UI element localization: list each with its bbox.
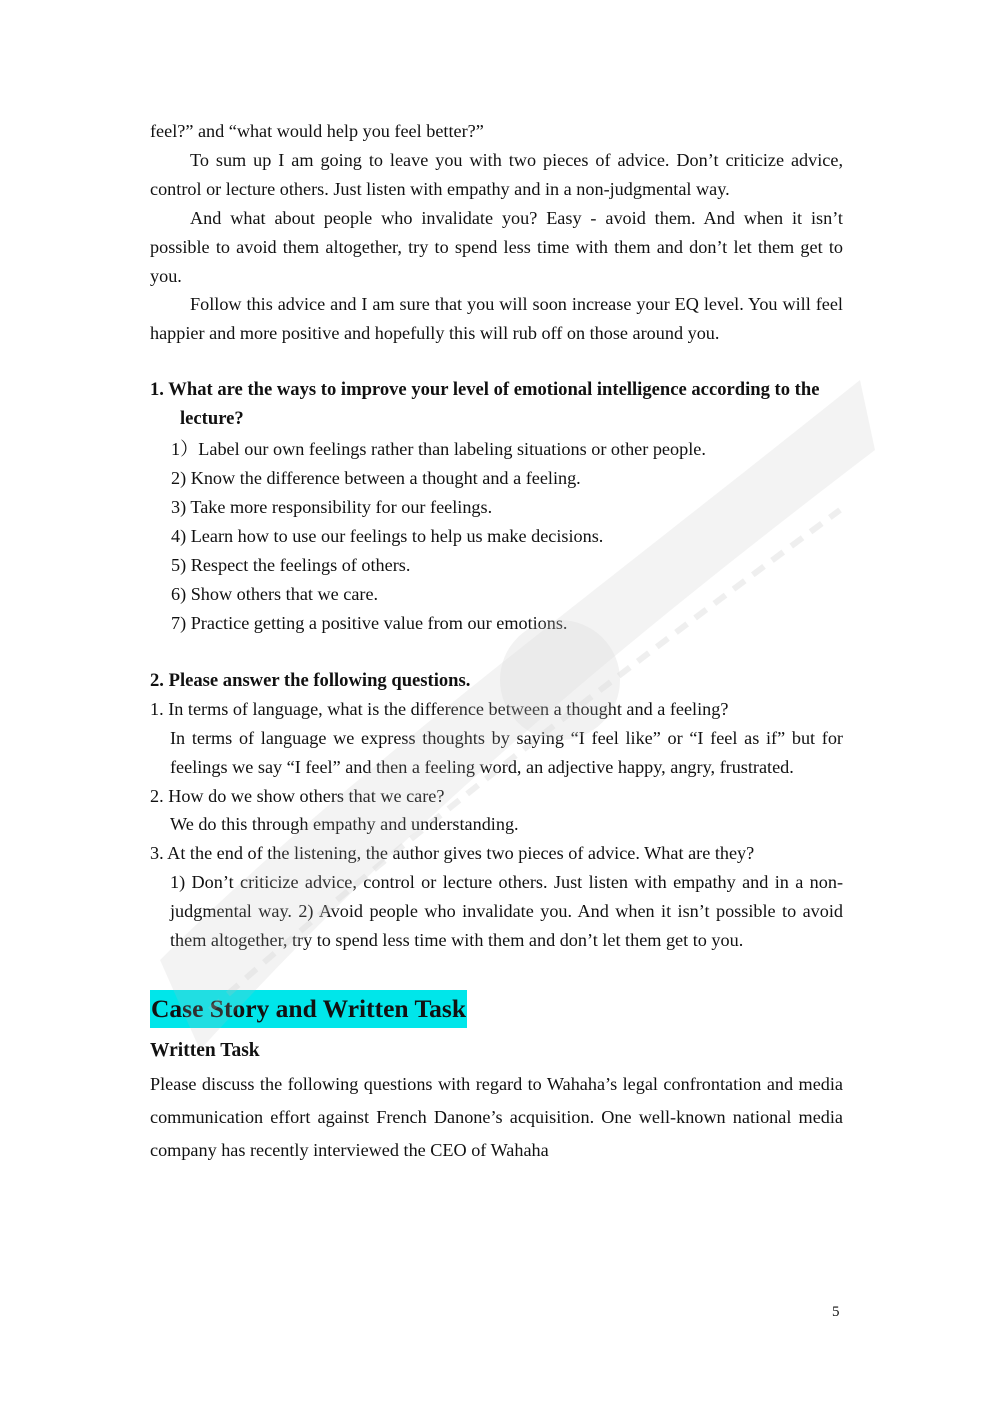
body-paragraph-2: To sum up I am going to leave you with two pieces of advice. Don’t criticize advice, control or lecture others. Just listen with empathy and in a non-judgmental way.	[150, 149, 843, 199]
list-item: 3) Take more responsibility for our feelings.	[171, 497, 493, 518]
question-1-answer-list	[150, 435, 843, 638]
document-page	[150, 117, 843, 1166]
body-paragraph-1: feel?” and “what would help you feel better?”	[150, 121, 484, 141]
sub-answer-2: We do this through empathy and understanding.	[170, 814, 519, 835]
list-item: 4) Learn how to use our feelings to help us make decisions.	[171, 526, 604, 547]
list-item: 2) Know the difference between a thought and a feeling.	[171, 468, 581, 489]
body-paragraph-3: And what about people who invalidate you? Easy - avoid them. And when it isn’t possible to avoid them altogether, try to spend less time with them and don’t let them get to you.	[150, 207, 843, 286]
list-item: 7) Practice getting a positive value from our emotions.	[171, 613, 568, 634]
list-item: 5) Respect the feelings of others.	[171, 555, 411, 576]
section-subtitle: Written Task	[150, 1040, 260, 1062]
section-paragraph: Please discuss the following questions with regard to Wahaha’s legal confrontation and media communication effort against French Danone’s acquisition. One well-known national media company has recently interviewed the CEO of Wahaha	[150, 1074, 843, 1160]
section-title: Case Story and Written Task	[150, 990, 467, 1028]
question-2-heading: 2. Please answer the following questions.	[150, 670, 471, 692]
sub-question-1: 1. In terms of language, what is the difference between a thought and a feeling?	[150, 699, 729, 720]
list-item: 1）Label our own feelings rather than labeling situations or other people.	[171, 439, 706, 460]
sub-answer-3: 1) Don’t criticize advice, control or lecture others. Just listen with empathy and in a non-judgmental way. 2) Avoid people who invalidate you. And when it isn’t possible to avoid them altogether, try to spend less time with them and don’t let them get to you.	[170, 872, 843, 950]
section-title-wrapper	[150, 954, 843, 1028]
list-item: 6) Show others that we care.	[171, 584, 379, 605]
page-number: 5	[832, 1304, 840, 1320]
sub-question-2: 2. How do we show others that we care?	[150, 785, 445, 806]
question-2-list	[150, 695, 843, 954]
question-1-heading: 1. What are the ways to improve your level of emotional intelligence according to the lecture?	[150, 379, 820, 430]
sub-answer-1: In terms of language we express thoughts by saying “I feel like” or “I feel as if” but for feelings we say “I feel” and then a feeling word, an adjective happy, angry, frustrated.	[170, 728, 843, 777]
body-paragraph-4: Follow this advice and I am sure that you will soon increase your EQ level. You will feel happier and more positive and hopefully this will rub off on those around you.	[150, 294, 843, 344]
sub-question-3: 3. At the end of the listening, the author gives two pieces of advice. What are they?	[150, 843, 755, 864]
